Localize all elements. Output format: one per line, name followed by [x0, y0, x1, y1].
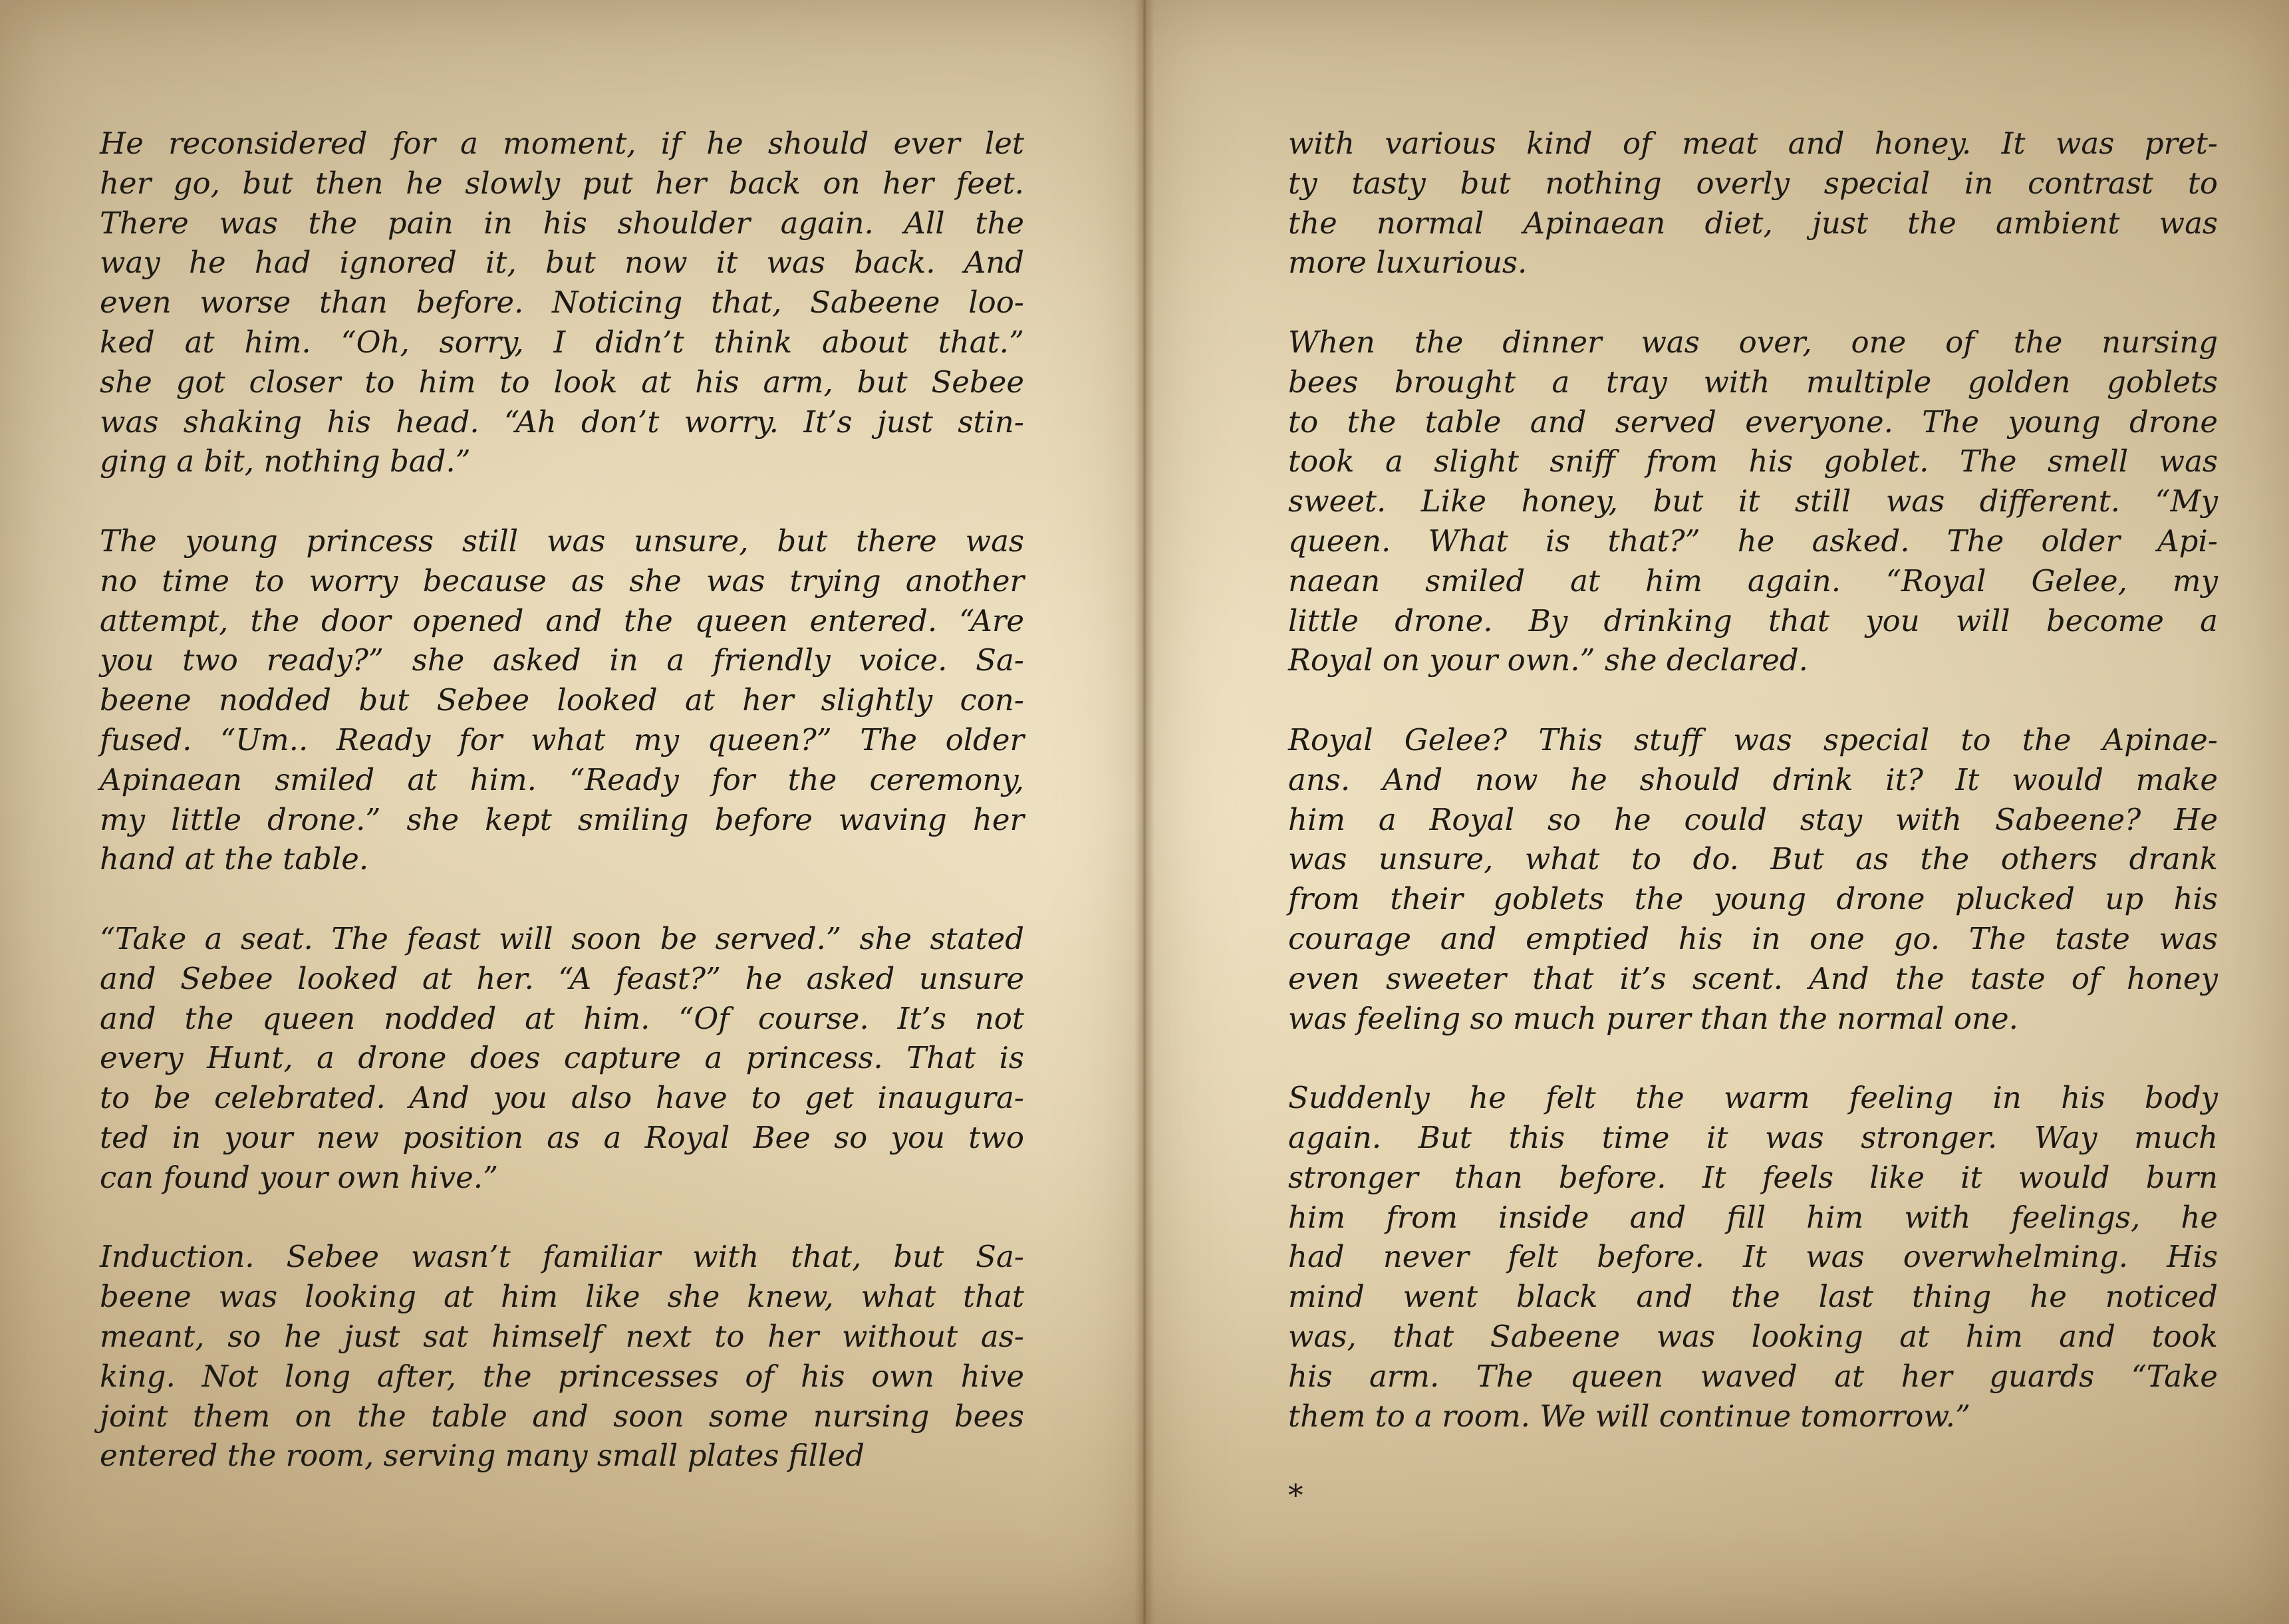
left-page [0, 0, 1144, 1624]
text-line: beene nodded but Sebee looked at her slightly con- [100, 682, 1024, 718]
text-line: his arm. The queen waved at her guards “Take [1288, 1358, 2218, 1394]
text-line: joint them on the table and soon some nursing bees [100, 1398, 1024, 1434]
text-line: ans. And now he should drink it? It would make [1288, 761, 2218, 797]
text-line: him from inside and fill him with feelings, he [1288, 1199, 2218, 1235]
text-line: meant, so he just sat himself next to her without as- [100, 1318, 1024, 1354]
text-line: bees brought a tray with multiple golden goblets [1288, 364, 2218, 400]
text-line: little drone. By drinking that you will become a [1288, 603, 2218, 638]
text-line: He reconsidered for a moment, if he should ever let [100, 126, 1024, 161]
text-line: to the table and served everyone. The young drone [1288, 404, 2218, 440]
text-line: them to a room. We will continue tomorrow.” [1288, 1398, 1970, 1434]
text-line: The young princess still was unsure, but there was [100, 523, 1024, 559]
text-line: was unsure, what to do. But as the others drank [1288, 841, 2218, 877]
text-line: took a slight sniff from his goblet. The smell was [1288, 444, 2218, 479]
left-page-text [100, 124, 1024, 1476]
text-line: more luxurious. [1288, 245, 1528, 281]
text-line: can found your own hive.” [100, 1159, 499, 1195]
paragraph [100, 1237, 1024, 1476]
text-line: queen. What is that?” he asked. The older Api- [1288, 523, 2218, 559]
text-line: beene was looking at him like she knew, what that [100, 1279, 1024, 1315]
right-page [1144, 0, 2289, 1624]
text-line: ging a bit, nothing bad.” [100, 444, 471, 479]
text-line: my little drone.” she kept smiling before waving her [100, 801, 1024, 837]
paragraph [1288, 1078, 2218, 1436]
text-line: mind went black and the last thing he noticed [1288, 1279, 2218, 1315]
text-line: There was the pain in his shoulder again. All the [100, 205, 1024, 241]
text-line: she got closer to him to look at his arm, but Sebee [100, 364, 1024, 400]
text-line: was feeling so much purer than the normal one. [1288, 1000, 2018, 1036]
text-line: was shaking his head. “Ah don’t worry. It’s just stin- [100, 404, 1024, 440]
text-line: even sweeter that it’s scent. And the taste of honey [1288, 960, 2218, 996]
text-line: stronger than before. It feels like it would burn [1288, 1159, 2218, 1195]
paragraph [1288, 720, 2218, 1038]
text-line: sweet. Like honey, but it still was different. “My [1288, 483, 2218, 519]
text-line: courage and emptied his in one go. The taste was [1288, 920, 2218, 956]
paragraph [100, 521, 1024, 879]
text-line: had never felt before. It was overwhelming. His [1288, 1239, 2218, 1275]
text-line: and Sebee looked at her. “A feast?” he asked unsure [100, 960, 1024, 996]
text-line: her go, but then he slowly put her back on her feet. [100, 165, 1024, 201]
text-line: even worse than before. Noticing that, Sabeene loo- [100, 285, 1024, 321]
text-line: Suddenly he felt the warm feeling in his body [1288, 1080, 2218, 1116]
text-line: again. But this time it was stronger. Way much [1288, 1119, 2218, 1155]
text-line: ked at him. “Oh, sorry, I didn’t think about that.” [100, 324, 1024, 360]
text-line: him a Royal so he could stay with Sabeene? He [1288, 801, 2218, 837]
text-line: Royal Gelee? This stuff was special to the Apinae- [1288, 722, 2218, 757]
text-line: fused. “Um.. Ready for what my queen?” The older [100, 722, 1024, 757]
text-line: ted in your new position as a Royal Bee so you two [100, 1119, 1024, 1155]
paragraph [1288, 323, 2218, 680]
text-line: When the dinner was over, one of the nursing [1288, 324, 2218, 360]
text-line: with various kind of meat and honey. It was pret- [1288, 126, 2218, 161]
text-line: ty tasty but nothing overly special in contrast to [1288, 165, 2218, 201]
text-line: naean smiled at him again. “Royal Gelee, my [1288, 563, 2218, 599]
text-line: was, that Sabeene was looking at him and took [1288, 1318, 2218, 1354]
section-break: * [1288, 1478, 1303, 1514]
text-line: Royal on your own.” she declared. [1288, 642, 1808, 678]
text-line: Apinaean smiled at him. “Ready for the ceremony, [100, 761, 1024, 797]
right-page-text [1288, 124, 2218, 1516]
paragraph [100, 919, 1024, 1198]
paragraph [100, 124, 1024, 481]
text-line: attempt, the door opened and the queen entered. “Are [100, 603, 1024, 638]
text-line: “Take a seat. The feast will soon be served.” she stated [100, 920, 1024, 956]
text-line: king. Not long after, the princesses of his own hive [100, 1358, 1024, 1394]
text-line: you two ready?” she asked in a friendly voice. Sa- [100, 642, 1024, 678]
text-line: way he had ignored it, but now it was back. And [100, 245, 1024, 281]
text-line: to be celebrated. And you also have to get inaugura- [100, 1080, 1024, 1116]
text-line: and the queen nodded at him. “Of course. It’s not [100, 1000, 1024, 1036]
text-line: the normal Apinaean diet, just the ambient was [1288, 205, 2218, 241]
text-line: entered the room, serving many small plates filled [100, 1438, 865, 1474]
text-line: no time to worry because as she was trying another [100, 563, 1024, 599]
text-line: Induction. Sebee wasn’t familiar with that, but Sa- [100, 1239, 1024, 1275]
text-line: every Hunt, a drone does capture a princess. That is [100, 1040, 1024, 1076]
text-line: hand at the table. [100, 841, 369, 877]
paragraph [1288, 124, 2218, 283]
text-line: from their goblets the young drone plucked up his [1288, 881, 2218, 917]
